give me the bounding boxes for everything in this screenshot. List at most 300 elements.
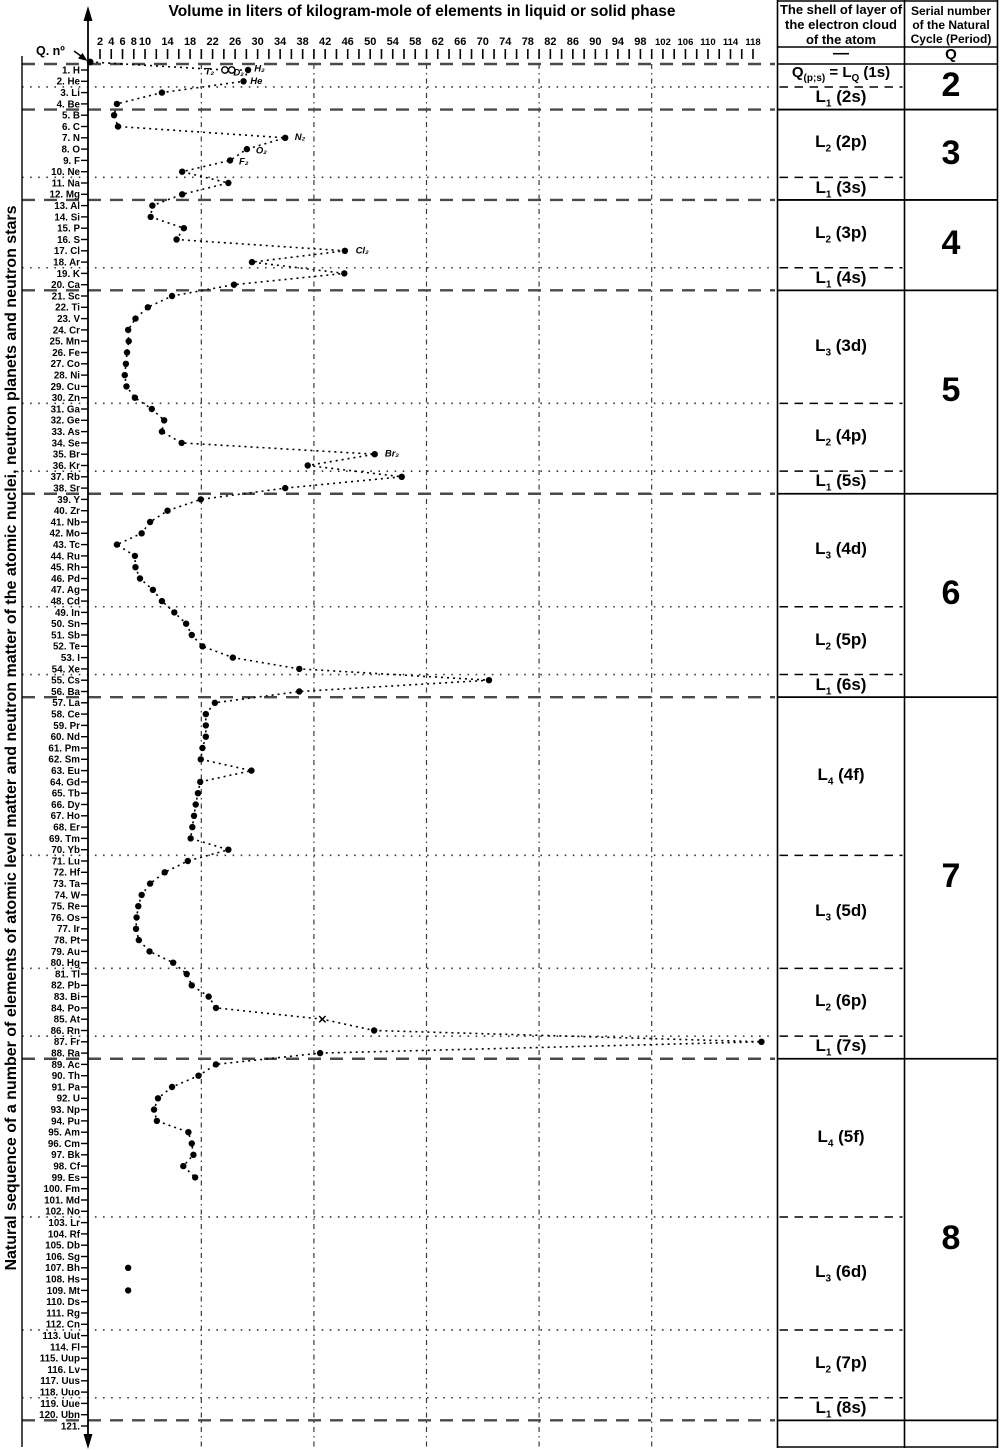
element-label: 111. Rg [46,1308,80,1320]
shell-label: $L_3$ (3d) [815,335,867,359]
data-point [244,146,250,152]
data-point [203,711,209,717]
x-tick-label: 4 [108,36,115,48]
period-number: 2 [941,65,961,104]
data-point [758,1039,764,1045]
element-label: 69. Tm [48,833,80,845]
data-point [173,236,179,242]
shell-label: $L_1$ (7s) [815,1036,867,1059]
data-point [181,225,187,231]
element-label: 72. Hf [53,867,80,879]
molecule-label: N₂ [294,131,306,143]
data-point [159,598,165,604]
data-point [185,1129,191,1135]
data-line [90,62,761,1177]
element-label: 50. Sn [51,619,80,631]
element-label: 121. [60,1421,80,1433]
element-label: 1. H [62,65,80,77]
element-label: 63. Eu [51,766,80,777]
x-tick-label: 66 [454,36,467,48]
data-point [199,643,205,649]
x-tick-label: 106 [677,37,694,48]
element-label: 83. Bi [53,992,80,1003]
element-label: 21. Sc [51,291,80,303]
element-label: 41. Nb [50,517,80,529]
period-number: 4 [941,224,961,263]
data-points [87,59,765,1294]
element-rows [39,65,88,1432]
period-column-header: Serial number of the Natural Cycle (Period) [910,4,992,46]
data-point [155,1095,161,1101]
data-point [192,801,198,807]
data-point [183,971,189,977]
element-label: 42. Mo [49,528,80,540]
x-tick-label: 94 [611,36,625,48]
shell-label: $L_1$ (6s) [815,674,867,698]
data-point [248,767,254,773]
shell-label: $Q_{(p;s)} = L_Q$ (1s) [791,64,891,85]
data-polyline [90,62,761,1177]
element-label: 105. Db [45,1240,80,1252]
element-label: 5. B [62,110,80,122]
data-point [87,59,94,66]
data-point [132,315,138,321]
element-label: 4. Be [56,99,80,111]
element-label: 43. Tc [52,540,80,551]
element-label: 46. Pd [51,573,80,585]
element-label: 62. Sm [48,754,80,766]
element-label: 9. F [63,155,80,167]
data-point [372,451,378,457]
data-point [205,993,211,999]
element-label: 66. Dy [51,799,80,811]
x-tick-label: 102 [655,37,671,48]
element-label: 101. Md [44,1195,80,1207]
data-point [164,508,170,514]
data-point [159,89,165,95]
element-label: 79. Au [50,946,80,958]
data-point [195,1073,201,1079]
element-label: 56. Ba [51,686,80,698]
x-tick-label: 10 [138,36,152,48]
element-label: 80. Hg [50,958,80,970]
shell-label: $L_2$ (5p) [815,629,867,653]
shell-label: $L_1$ (3s) [815,177,867,201]
data-point [125,1265,131,1271]
element-label: 45. Rh [50,562,80,574]
shell-label: $L_4$ (5f) [817,1126,865,1150]
shell-label: $L_2$ (7p) [815,1352,867,1376]
element-label: 60. Nd [50,732,80,744]
molecule-label: O₂ [255,145,267,157]
data-point [137,575,143,581]
data-point [189,1140,195,1146]
data-point [282,485,288,491]
period-number: 3 [941,133,961,172]
period-subheader-q: Q [945,46,957,63]
data-point [178,440,184,446]
element-label: 119. Uue [40,1398,80,1410]
element-label: 51. Sb [51,630,80,642]
element-label: 67. Ho [50,811,80,823]
data-point [132,553,138,559]
data-point [169,293,175,299]
shell-label: $L_2$ (2p) [815,132,867,155]
x-tick-label: 38 [296,36,309,48]
x-tick-label: 74 [499,36,512,48]
element-label: 36. Kr [52,460,80,472]
data-point [138,530,144,536]
x-tick-label: 26 [228,36,242,48]
element-label: 35. Br [52,449,80,461]
period-number: 8 [941,1218,961,1257]
x-tick-label: 54 [386,36,399,48]
data-point [213,1061,219,1067]
element-label: 102. No [45,1206,80,1218]
data-point [149,202,155,208]
element-label: 86. Rn [50,1025,80,1037]
element-label: 97. Bk [51,1150,80,1162]
data-point [296,688,302,694]
element-label: 3. Li [60,88,80,99]
x-tick-label: 14 [161,36,174,48]
data-point [183,621,189,627]
element-label: 17. Cl [53,246,80,258]
element-label: 75. Re [51,901,80,913]
element-label: 30. Zn [51,393,80,405]
element-label: 109. Mt [46,1285,80,1297]
data-point [151,1106,157,1112]
shell-break-lines [22,87,775,1398]
shell-label: $L_1$ (5s) [815,471,867,494]
x-tick-label: 6 [119,36,126,48]
data-point [296,666,302,672]
x-tick-label: 62 [431,36,444,48]
element-label: 77. Ir [57,924,80,936]
element-label: 59. Pr [53,720,80,732]
data-point-open [222,67,228,73]
element-label: 88. Ra [51,1048,80,1060]
element-label: 64. Gd [50,777,80,789]
element-label: 27. Co [50,359,80,371]
data-point [147,214,153,220]
x-tick-label: 46 [341,36,354,48]
data-point [133,914,139,920]
element-label: 71. Lu [51,856,80,868]
data-point [245,67,251,73]
element-label: 76. Os [50,912,80,924]
data-point [125,1287,131,1293]
data-point [114,541,120,547]
element-label: 74. W [54,890,80,902]
data-point [341,270,347,276]
data-point [147,880,153,886]
period-number: 6 [941,574,961,613]
shell-label: $L_3$ (5d) [815,900,867,924]
molecule-annotations [205,64,400,460]
element-label: 104. Rf [47,1229,80,1241]
data-point [154,1118,160,1124]
element-label: 90. Th [51,1071,80,1083]
element-label: 95. Am [48,1127,80,1139]
data-point [133,926,139,932]
shell-label: $L_1$ (8s) [815,1398,867,1421]
x-tick-label: 86 [566,36,579,48]
element-label: 34. Se [51,438,80,450]
element-label: 68. Er [53,822,80,834]
element-label: 96. Cm [47,1138,80,1150]
shell-label: $L_4$ (4f) [817,765,865,788]
data-point [136,937,142,943]
data-point [212,700,218,706]
x-tick-label: 22 [206,36,219,48]
data-point [125,327,131,333]
element-label: 114. Fl [50,1342,80,1354]
x-tick-label: 18 [183,36,197,48]
data-point [132,564,138,570]
data-point [132,395,138,401]
data-point [189,632,195,638]
element-label: 44. Ru [50,551,80,563]
element-label: 115. Uup [39,1353,80,1365]
shell-column-header: The shell of layer of the electron cloud of the atom [779,2,903,47]
data-point [138,892,144,898]
x-tick-label: 98 [634,36,647,48]
shell-label: $L_1$ (4s) [815,268,867,291]
element-label: 40. Zr [53,506,80,518]
data-point [146,948,152,954]
x-axis [97,36,761,59]
element-label: 22. Ti [55,302,80,314]
element-label: 98. Cf [53,1161,80,1173]
data-point [199,745,205,751]
data-point [126,338,132,344]
element-label: 106. Sg [45,1251,80,1263]
period-number: 5 [941,371,961,410]
data-point [203,722,209,728]
element-label: 120. Ubn [39,1410,80,1422]
element-label: 118. Uuo [39,1387,80,1399]
data-point [399,474,405,480]
element-label: 8. O [61,144,80,156]
shell-label: $L_2$ (3p) [815,222,867,246]
data-point [213,1005,219,1011]
element-label: 107. Bh [45,1263,80,1275]
data-point [114,101,120,107]
data-point [225,180,231,186]
element-label: 49. In [54,607,80,619]
element-label: 53. I [60,653,80,664]
element-label: 29. Cu [50,381,80,393]
x-tick-label: 42 [319,36,332,48]
shell-label: $L_2$ (4p) [815,426,867,449]
element-label: 58. Ce [51,709,80,721]
data-point [190,1152,196,1158]
element-label: 47. Ag [50,585,80,597]
data-point [198,496,204,502]
x-tick-label: 30 [251,36,264,48]
element-label: 87. Fr [53,1037,80,1049]
data-point [342,248,348,254]
data-point [161,417,167,423]
data-point [115,123,121,129]
x-tick-label: 110 [700,37,716,48]
data-point [225,847,231,853]
element-label: 108. Hs [45,1274,80,1286]
element-label: 91. Pa [51,1082,80,1094]
element-label: 57. La [52,698,80,710]
element-label: 61. Pm [48,743,80,755]
data-point [179,169,185,175]
element-label: 73. Ta [52,879,80,890]
data-point [282,135,288,141]
element-label: 16. S [57,234,80,246]
data-point [231,282,237,288]
data-point [123,383,129,389]
element-label: 11. Na [51,178,80,190]
data-point [150,587,156,593]
data-point [179,191,185,197]
element-label: 55. Cs [51,675,80,687]
shell-label: $L_1$ (2s) [815,87,867,110]
element-label: 7. N [62,133,80,145]
element-label: 26. Fe [52,347,80,359]
element-label: 52. Te [52,641,80,653]
element-label: 32. Ge [50,415,80,427]
element-label: 100. Fm [43,1184,80,1196]
element-label: 93. Np [50,1105,80,1116]
shell-label: $L_3$ (4d) [815,539,867,562]
element-label: 89. Ac [51,1059,80,1071]
element-label: 18. Ar [53,257,80,269]
data-point [371,1027,377,1033]
molecule-label: Br₂ [384,448,400,460]
data-point [122,372,128,378]
x-tick-label: 70 [476,36,489,48]
element-label: 12. Mg [49,189,80,201]
shell-label: $L_3$ (6d) [815,1262,867,1285]
element-label: 84. Po [51,1003,80,1015]
data-point [189,982,195,988]
molecule-label: T₂ [204,66,215,78]
data-point [123,361,129,367]
element-label: 48. Cd [50,596,80,608]
element-label: 33. As [51,427,80,438]
element-label: 82. Pb [51,980,80,992]
element-label: 112. Cn [45,1319,80,1331]
element-label: 54. Xe [51,664,80,676]
element-label: 70. Yb [51,845,80,857]
data-point [145,304,151,310]
data-point [305,462,311,468]
x-tick-label: 78 [521,36,534,48]
element-label: 103. Lr [48,1218,80,1229]
x-tick-label: 90 [589,36,602,48]
data-point [159,428,165,434]
element-label: 23. V [57,314,80,325]
element-label: 78. Pt [53,935,80,947]
molecule-label: D₂ [233,67,244,79]
element-label: 28. Ni [53,370,80,382]
element-label: 113. Uut [42,1331,80,1342]
x-tick-label: 114 [722,37,739,48]
data-point [180,1163,186,1169]
element-label: 92. U [56,1093,80,1105]
element-label: 116. Lv [47,1364,80,1376]
data-point [198,756,204,762]
element-label: 99. Es [51,1172,80,1184]
data-point [197,779,203,785]
data-point [249,259,255,265]
element-label: 31. Ga [50,404,80,416]
element-label: 2. He [56,76,80,88]
data-point [162,869,168,875]
molecule-label: Cl₂ [355,245,369,257]
data-point [135,903,141,909]
element-label: 14. Si [54,212,80,224]
element-label: 25. Mn [49,336,80,348]
element-label: 13. Al [54,201,80,212]
x-tick-label: 8 [130,36,137,48]
element-label: 20. Ca [51,280,80,292]
element-label: 110. Ds [46,1297,80,1309]
chart-title: Volume in liters of kilogram-mole of elements in liquid or solid phase [168,3,676,20]
data-point [170,960,176,966]
data-point [192,1174,198,1180]
element-label: 37. Rb [50,472,80,484]
element-label: 94. Pu [51,1116,80,1128]
shell-label: $L_2$ (6p) [815,991,867,1014]
period-number: 7 [941,856,961,895]
data-point [124,349,130,355]
y-axis-caption: Natural sequence of a number of elements of atomic level matter and neutron matter of the atomic nuclei, neutron planets and neutron stars [3,205,20,1271]
data-point [486,677,492,683]
molecule-label: F₂ [239,156,249,168]
data-point [111,112,117,118]
data-point [191,813,197,819]
x-tick-label: 118 [745,37,761,48]
shell-subheader-dash: — [833,45,849,62]
data-point [185,858,191,864]
data-point [187,835,193,841]
data-point [195,790,201,796]
element-label: 19. K [56,268,80,280]
data-point [147,519,153,525]
q-axis-label: Q. nº [36,44,65,58]
axis-arrow-down [84,1434,93,1449]
element-label: 65. Tb [51,788,80,800]
element-label: 81. Tl [54,969,80,981]
data-point [149,406,155,412]
vertical-gridlines [201,64,651,1447]
element-label: 38. Sr [53,483,80,495]
element-label: 85. At [53,1014,80,1026]
element-label: 6. C [62,121,80,133]
data-point [317,1050,323,1056]
data-point [189,824,195,830]
x-tick-label: 50 [364,36,377,48]
data-point [203,734,209,740]
element-label: 39. Y [57,494,80,506]
data-point [171,609,177,615]
x-tick-label: 82 [544,36,557,48]
element-label: 117. Uus [40,1376,80,1388]
element-label: 24. Cr [52,325,80,337]
x-tick-label: 34 [274,36,287,48]
data-point [169,1084,175,1090]
element-label: 10. Ne [51,167,80,179]
molecule-label: H₂ [254,63,265,75]
